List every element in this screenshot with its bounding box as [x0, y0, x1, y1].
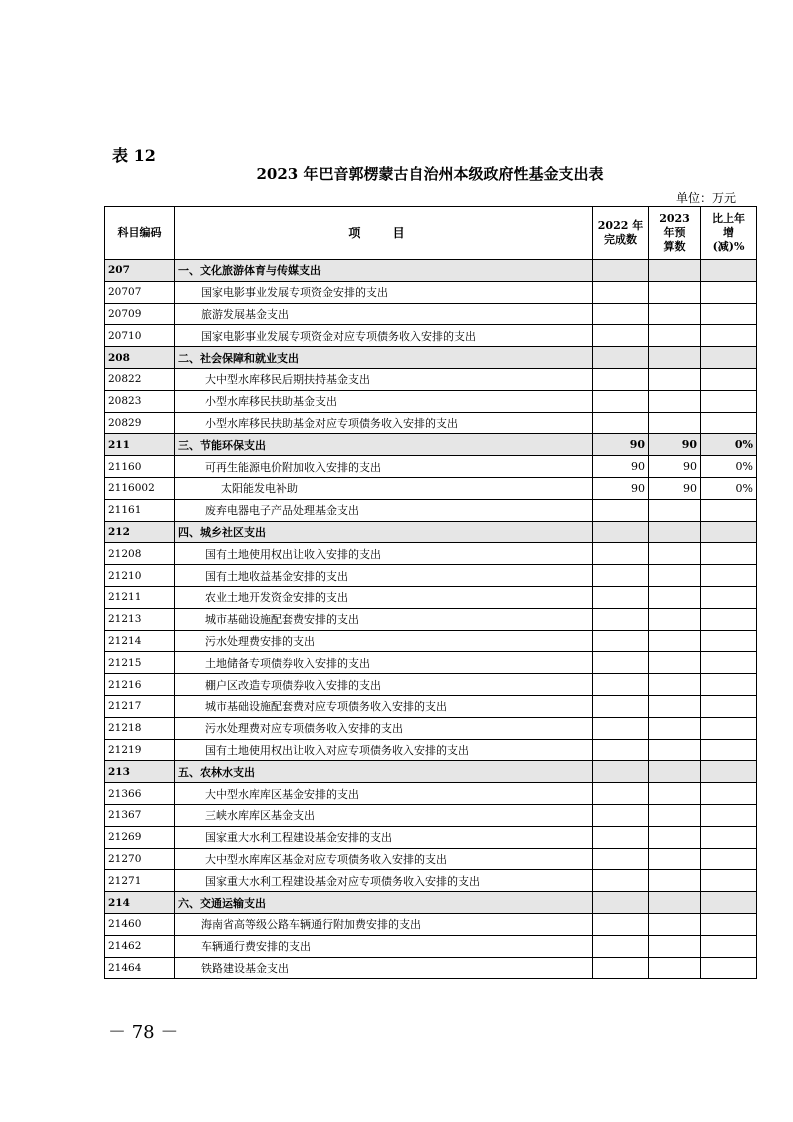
row-budget-2023	[649, 325, 701, 347]
row-change-pct	[701, 804, 757, 826]
row-code: 21216	[105, 674, 175, 696]
row-budget-2023: 90	[649, 456, 701, 478]
row-code: 211	[105, 434, 175, 456]
row-name: 旅游发展基金支出	[175, 303, 593, 325]
row-actual-2022: 90	[593, 477, 649, 499]
row-budget-2023	[649, 260, 701, 282]
row-actual-2022	[593, 543, 649, 565]
table-row	[105, 565, 757, 587]
table-row	[105, 412, 757, 434]
fund-expenditure-table	[104, 206, 757, 979]
table-section-row	[105, 434, 757, 456]
table-section-row	[105, 260, 757, 282]
row-change-pct	[701, 935, 757, 957]
table-row	[105, 543, 757, 565]
table-row	[105, 717, 757, 739]
row-name: 国家重大水利工程建设基金对应专项债务收入安排的支出	[175, 870, 593, 892]
row-budget-2023	[649, 892, 701, 914]
row-actual-2022	[593, 870, 649, 892]
table-row	[105, 303, 757, 325]
row-name: 大中型水库库区基金安排的支出	[175, 783, 593, 805]
row-change-pct	[701, 412, 757, 434]
row-change-pct	[701, 543, 757, 565]
header-budget-2023-line3: 算数	[663, 240, 686, 253]
row-name: 五、农林水支出	[175, 761, 593, 783]
row-actual-2022	[593, 848, 649, 870]
table-row	[105, 368, 757, 390]
row-change-pct	[701, 739, 757, 761]
table-row	[105, 325, 757, 347]
row-actual-2022	[593, 260, 649, 282]
row-change-pct	[701, 913, 757, 935]
row-change-pct	[701, 499, 757, 521]
row-name: 国家重大水利工程建设基金安排的支出	[175, 826, 593, 848]
row-code: 213	[105, 761, 175, 783]
row-actual-2022: 90	[593, 434, 649, 456]
row-change-pct	[701, 347, 757, 369]
row-code: 20823	[105, 390, 175, 412]
table-row	[105, 456, 757, 478]
row-change-pct	[701, 826, 757, 848]
row-budget-2023	[649, 652, 701, 674]
row-budget-2023	[649, 543, 701, 565]
row-budget-2023	[649, 695, 701, 717]
row-code: 21210	[105, 565, 175, 587]
row-code: 21270	[105, 848, 175, 870]
table-row	[105, 935, 757, 957]
row-name: 城市基础设施配套费安排的支出	[175, 608, 593, 630]
row-name: 土地储备专项债券收入安排的支出	[175, 652, 593, 674]
row-code: 208	[105, 347, 175, 369]
row-code: 21367	[105, 804, 175, 826]
row-budget-2023	[649, 412, 701, 434]
row-name: 国有土地收益基金安排的支出	[175, 565, 593, 587]
row-actual-2022	[593, 347, 649, 369]
row-budget-2023	[649, 565, 701, 587]
row-actual-2022	[593, 412, 649, 434]
header-budget-2023	[649, 207, 701, 260]
table-row	[105, 390, 757, 412]
row-actual-2022	[593, 783, 649, 805]
row-change-pct	[701, 521, 757, 543]
table-section-row	[105, 347, 757, 369]
row-actual-2022	[593, 674, 649, 696]
row-budget-2023	[649, 870, 701, 892]
table-row	[105, 870, 757, 892]
row-name: 大中型水库库区基金对应专项债务收入安排的支出	[175, 848, 593, 870]
row-budget-2023	[649, 935, 701, 957]
row-name: 二、社会保障和就业支出	[175, 347, 593, 369]
header-change	[701, 207, 757, 260]
row-budget-2023	[649, 717, 701, 739]
row-code: 20707	[105, 281, 175, 303]
row-name: 一、文化旅游体育与传媒支出	[175, 260, 593, 282]
row-name: 三峡水库库区基金支出	[175, 804, 593, 826]
row-budget-2023	[649, 608, 701, 630]
table-row	[105, 695, 757, 717]
row-name: 三、节能环保支出	[175, 434, 593, 456]
row-name: 可再生能源电价附加收入安排的支出	[175, 456, 593, 478]
row-change-pct	[701, 783, 757, 805]
table-row	[105, 586, 757, 608]
row-actual-2022	[593, 804, 649, 826]
row-actual-2022	[593, 913, 649, 935]
row-change-pct: 0%	[701, 456, 757, 478]
row-budget-2023	[649, 281, 701, 303]
row-change-pct	[701, 761, 757, 783]
table-row	[105, 652, 757, 674]
row-change-pct: 0%	[701, 477, 757, 499]
table-section-row	[105, 521, 757, 543]
row-change-pct	[701, 325, 757, 347]
row-code: 21213	[105, 608, 175, 630]
table-body	[105, 260, 757, 979]
row-code: 2116002	[105, 477, 175, 499]
header-name: 项 目	[175, 207, 593, 260]
row-name: 海南省高等级公路车辆通行附加费安排的支出	[175, 913, 593, 935]
row-name: 六、交通运输支出	[175, 892, 593, 914]
row-code: 21215	[105, 652, 175, 674]
row-change-pct	[701, 957, 757, 979]
row-code: 21218	[105, 717, 175, 739]
row-budget-2023: 90	[649, 434, 701, 456]
row-name: 国有土地使用权出让收入安排的支出	[175, 543, 593, 565]
table-row	[105, 957, 757, 979]
header-budget-2023-line2: 年预	[663, 226, 686, 239]
row-code: 212	[105, 521, 175, 543]
table-row	[105, 477, 757, 499]
row-name: 废弃电器电子产品处理基金支出	[175, 499, 593, 521]
table-row	[105, 739, 757, 761]
row-code: 21160	[105, 456, 175, 478]
row-actual-2022	[593, 717, 649, 739]
row-change-pct	[701, 695, 757, 717]
row-code: 21462	[105, 935, 175, 957]
row-code: 21219	[105, 739, 175, 761]
row-name: 大中型水库移民后期扶持基金支出	[175, 368, 593, 390]
row-budget-2023	[649, 761, 701, 783]
header-actual-2022-line1: 2022 年	[597, 219, 644, 232]
row-budget-2023	[649, 913, 701, 935]
row-actual-2022	[593, 935, 649, 957]
row-code: 21217	[105, 695, 175, 717]
row-name: 太阳能发电补助	[175, 477, 593, 499]
row-name: 农业土地开发资金安排的支出	[175, 586, 593, 608]
table-section-row	[105, 892, 757, 914]
row-change-pct	[701, 870, 757, 892]
row-budget-2023	[649, 848, 701, 870]
row-budget-2023	[649, 783, 701, 805]
table-row	[105, 674, 757, 696]
row-budget-2023	[649, 368, 701, 390]
row-code: 21208	[105, 543, 175, 565]
row-actual-2022	[593, 390, 649, 412]
row-change-pct	[701, 630, 757, 652]
row-actual-2022	[593, 325, 649, 347]
row-actual-2022: 90	[593, 456, 649, 478]
row-change-pct: 0%	[701, 434, 757, 456]
row-code: 21214	[105, 630, 175, 652]
row-actual-2022	[593, 281, 649, 303]
row-name: 小型水库移民扶助基金对应专项债务收入安排的支出	[175, 412, 593, 434]
row-name: 铁路建设基金支出	[175, 957, 593, 979]
row-code: 21161	[105, 499, 175, 521]
row-code: 21460	[105, 913, 175, 935]
row-name: 四、城乡社区支出	[175, 521, 593, 543]
row-change-pct	[701, 652, 757, 674]
row-code: 20829	[105, 412, 175, 434]
row-budget-2023	[649, 303, 701, 325]
row-change-pct	[701, 368, 757, 390]
row-name: 国家电影事业发展专项资金安排的支出	[175, 281, 593, 303]
row-code: 21271	[105, 870, 175, 892]
row-code: 20822	[105, 368, 175, 390]
row-code: 21464	[105, 957, 175, 979]
row-actual-2022	[593, 695, 649, 717]
row-budget-2023	[649, 630, 701, 652]
header-change-line3: (减)%	[712, 240, 745, 253]
row-change-pct	[701, 390, 757, 412]
row-actual-2022	[593, 565, 649, 587]
row-change-pct	[701, 303, 757, 325]
row-change-pct	[701, 717, 757, 739]
row-actual-2022	[593, 521, 649, 543]
row-actual-2022	[593, 608, 649, 630]
table-row	[105, 826, 757, 848]
row-change-pct	[701, 586, 757, 608]
row-code: 21366	[105, 783, 175, 805]
row-change-pct	[701, 608, 757, 630]
row-actual-2022	[593, 368, 649, 390]
header-change-line1: 比上年	[712, 212, 745, 225]
table-row	[105, 848, 757, 870]
row-code: 21211	[105, 586, 175, 608]
row-budget-2023	[649, 957, 701, 979]
row-name: 污水处理费对应专项债务收入安排的支出	[175, 717, 593, 739]
row-budget-2023	[649, 586, 701, 608]
row-actual-2022	[593, 761, 649, 783]
row-budget-2023	[649, 826, 701, 848]
row-budget-2023	[649, 674, 701, 696]
row-actual-2022	[593, 826, 649, 848]
row-code: 20710	[105, 325, 175, 347]
row-name: 城市基础设施配套费对应专项债务收入安排的支出	[175, 695, 593, 717]
header-budget-2023-line1: 2023	[659, 212, 690, 225]
row-name: 国家电影事业发展专项资金对应专项债务收入安排的支出	[175, 325, 593, 347]
row-change-pct	[701, 281, 757, 303]
table-section-row	[105, 761, 757, 783]
table-row	[105, 499, 757, 521]
row-actual-2022	[593, 957, 649, 979]
row-change-pct	[701, 260, 757, 282]
page-title: 2023 年巴音郭楞蒙古自治州本级政府性基金支出表	[256, 165, 604, 183]
header-actual-2022	[593, 207, 649, 260]
row-name: 棚户区改造专项债券收入安排的支出	[175, 674, 593, 696]
row-change-pct	[701, 674, 757, 696]
table-row	[105, 630, 757, 652]
row-code: 21269	[105, 826, 175, 848]
row-name: 小型水库移民扶助基金支出	[175, 390, 593, 412]
row-budget-2023	[649, 499, 701, 521]
row-name: 车辆通行费安排的支出	[175, 935, 593, 957]
table-row	[105, 281, 757, 303]
table-row	[105, 783, 757, 805]
row-actual-2022	[593, 499, 649, 521]
row-actual-2022	[593, 739, 649, 761]
header-actual-2022-line2: 完成数	[604, 233, 637, 246]
row-code: 214	[105, 892, 175, 914]
table-row	[105, 608, 757, 630]
row-budget-2023	[649, 739, 701, 761]
row-budget-2023	[649, 521, 701, 543]
table-row	[105, 804, 757, 826]
row-code: 20709	[105, 303, 175, 325]
header-code: 科目编码	[105, 207, 175, 260]
row-budget-2023	[649, 804, 701, 826]
unit-label: 单位：万元	[676, 191, 737, 205]
row-change-pct	[701, 565, 757, 587]
table-header-row	[105, 207, 757, 260]
row-actual-2022	[593, 303, 649, 325]
row-actual-2022	[593, 892, 649, 914]
row-name: 国有土地使用权出让收入对应专项债务收入安排的支出	[175, 739, 593, 761]
row-change-pct	[701, 848, 757, 870]
row-actual-2022	[593, 586, 649, 608]
row-code: 207	[105, 260, 175, 282]
table-row	[105, 913, 757, 935]
table-label: 表 12	[112, 146, 156, 165]
row-change-pct	[701, 892, 757, 914]
row-budget-2023	[649, 390, 701, 412]
row-actual-2022	[593, 652, 649, 674]
header-change-line2: 增	[723, 226, 734, 239]
row-budget-2023	[649, 347, 701, 369]
row-actual-2022	[593, 630, 649, 652]
row-name: 污水处理费安排的支出	[175, 630, 593, 652]
page-number: － 78 －	[108, 1022, 179, 1043]
row-budget-2023: 90	[649, 477, 701, 499]
